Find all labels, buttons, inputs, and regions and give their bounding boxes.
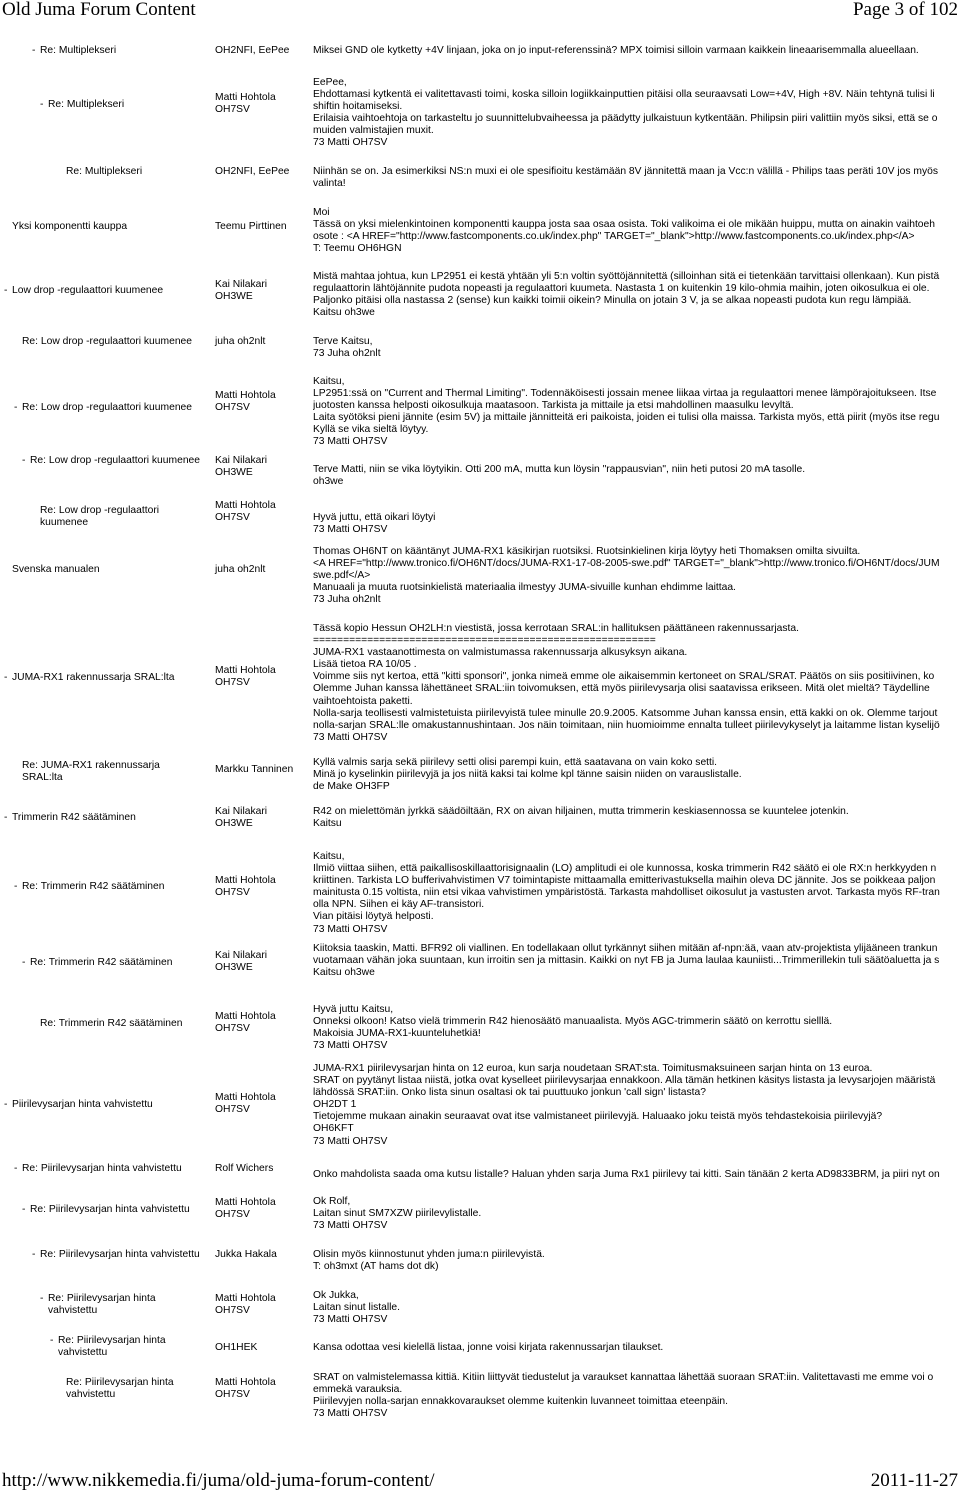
thread-author: Matti Hohtola OH7SV [215,1092,276,1116]
thread-message: Kaitsu, LP2951:ssä on "Current and Thermal Limiting". Todennäköisesti jossain menee liikaa virtaa ja regulaattori menee lämpörajoitukseen. Itse juotosten kanssa helposti oikosulkuja maatasoon. Tarkista ja mittaile ja etsi mahdollinen maasulku levyltä. Laita syötöksi pieni jännite (esim 5V) ja mittaile jännitteitä eri paikoista, joiden ei tulisi olla maissa. Tarkista myös, että piirit (myös itse regu Kyllä se vika sieltä löytyy. 73 Matti OH7SV [313,376,940,448]
thread-subject[interactable]: Re: Piirilevysarjan hinta vahvistettu [58,1335,166,1359]
thread-message: Moi Tässä on yksi mielenkintoinen komponentti kauppa josta saa osaa osista. Toki valikoima ei ole mikään huippu, mutta on ainakin vaihtoeh osote : <A HREF="http://www.fastcomponents.co.uk/index.php" TARGET="_blank">http://www.fastcomponents.co.uk/index.php</A> T: Teemu OH6HGN [313,207,935,255]
thread-depth-dash: - [14,402,18,413]
thread-message: R42 on mielettömän jyrkkä säädöiltään, RX on aivan hiljainen, mutta trimmerin keskiasennossa se kuuntelee jotenkin. Kaitsu [313,806,849,830]
thread-author: juha oh2nlt [215,564,266,575]
thread-row [0,500,960,536]
thread-message: Kyllä valmis sarja sekä piirilevy setti olisi parempi kuin, että saatavana on vain koko setti. Minä jo kyselinkin piirilevyjä ja jos niitä kaksi tai kolme kpl tänne saisin niiden on varauslistalle. de Make OH3FP [313,757,742,793]
thread-author: Matti Hohtola OH7SV [215,665,276,689]
thread-row [0,757,960,793]
thread-subject[interactable]: Re: Trimmerin R42 säätäminen [22,881,165,892]
thread-message: SRAT on valmistelemassa kittiä. Kitiin liittyvät tiedustelut ja varaukset kannattaa lähettää suoraan SRAT:iin. Valitettavasti me emme voi o emmekä varauksia. Piirilevyjen nolla-sarjan ennakkovaraukset olemme kuitenkin luvanneet toimittaa eteenpäin. 73 Matti OH7SV [313,1372,934,1420]
thread-row [0,806,960,830]
thread-subject[interactable]: Re: Multiplekseri [48,99,125,110]
thread-row [0,1372,960,1420]
thread-row [0,1332,960,1359]
page-header [0,0,960,24]
thread-subject[interactable]: Re: Piirilevysarjan hinta vahvistettu [22,1163,182,1174]
thread-message: Niinhän se on. Ja esimerkiksi NS:n muxi ei ole spesifioitu kestämään 8V jännitettä maan ja Vcc:n välillä - Philips taas peräti 10V jos myös valinta! [313,166,938,190]
thread-row [0,1249,960,1273]
thread-subject[interactable]: Re: Piirilevysarjan hinta vahvistettu [66,1377,174,1401]
thread-subject[interactable]: Piirilevysarjan hinta vahvistettu [12,1099,153,1110]
thread-depth-dash: - [40,1293,44,1304]
thread-author: Teemu Pirttinen [215,221,287,232]
thread-depth-dash: - [14,881,18,892]
thread-row [0,943,960,979]
thread-message: Tässä kopio Hessun OH2LH:n viestistä, jossa kerrotaan SRAL:in hallituksen päättäneen rakennussarjasta. ========================================================= JUMA-RX1 vastaanottimesta on valmistumassa rakennussarja alkusyksyn aikana. Lisää tietoa RA 10/05 . Voimme siis nyt kertoa, että "kitti sponsori", jonka nimeä emme ole aikaisemmin kertoneet on SRAL/SRAT. Päätös on siis positiivinen, ko Olemme Juhan kanssa lähettäneet SRAL:iin toivomuksen, että myös piirilevysarja olisi saatavissa erikseen. Mitä olet mieltä? Täydelline vaihtoehtoista paketti. Nolla-sarja teollisesti valmistetuista piirilevyistä tulee minulle 20.9.2005. Katsomme Juhan kanssa ensin, että kakki on ok. Olemme tarjout nolla-sarjan SRAL:lle omakustannushintaan. Jos näin toimitaan, niin huomioimme ennalta tulleet piirilevykyselyt ja laitamme listan kyselijö 73 Matti OH7SV [313,623,940,743]
thread-author: OH2NFI, EePee [215,45,290,56]
thread-subject[interactable]: Re: Low drop -regulaattori kuumenee [22,402,192,413]
thread-row [0,1196,960,1232]
thread-row [0,851,960,935]
thread-row [0,1163,960,1180]
thread-author: Matti Hohtola OH7SV [215,390,276,414]
thread-depth-dash: - [32,45,36,56]
thread-author: Markku Tanninen [215,764,294,775]
thread-message: Miksei GND ole kytketty +4V linjaan, joka on jo input-referenssinä? MPX toimisi silloin varmaan kaikkein lineaarisemmalla alueellaan. [313,45,919,56]
thread-message: Onko mahdolista saada oma kutsu listalle? Haluan yhden sarja Juma Rx1 piirilevy tai kitti. Sain tänään 2 kerta AD9833BRM, ja piiri nyt on [313,1169,940,1180]
thread-author: OH2NFI, EePee [215,166,290,177]
thread-message: Hyvä juttu Kaitsu, Onneksi olkoon! Katso vielä trimmerin R42 hienosäätö manuaalista. Myös AGC-trimmerin säätö on kerrottu sielllä. Makoisia JUMA-RX1-kuunteluhetkiä! 73 Matti OH7SV [313,1004,833,1052]
thread-author: OH1HEK [215,1342,258,1353]
thread-subject[interactable]: Low drop -regulaattori kuumenee [12,285,164,296]
thread-subject[interactable]: Re: Low drop -regulaattori kuumenee [30,455,200,466]
thread-message: Olisin myös kiinnostunut yhden juma:n piirilevyistä. T: oh3mxt (AT hams dot dk) [313,1249,545,1273]
thread-author: Matti Hohtola OH7SV [215,1197,276,1221]
thread-message: Kaitsu, Ilmiö viittaa siihen, että paikallisoskillaattorisignaalin (LO) amplitudi ei ole kunnossa, koska trimmerin R42 säätö ei ole RX:n herkkyyden n kriittinen. Tarkista LO bufferivahvistimen V7 toimintapiste mittaamalla emitterivastuksella maihin oleva DC jännite. Jos se poikkeaa paljon mainitusta 0.15 voltista, niin etsi vikaa vahvistimen ympäristöstä. Tarkasta mahdolliset oikosulut ja vastusten arvot. Tarkasta myös RF-tran olla NPN. Siihen ei käy AF-transistori. Vian pitäisi löytyä helposti. 73 Matti OH7SV [313,851,940,935]
footer-date: 2011-11-27 [870,1470,958,1491]
thread-subject[interactable]: Svenska manualen [12,564,100,575]
thread-subject[interactable]: Re: Low drop -regulaattori kuumenee [40,505,160,529]
thread-depth-dash: - [22,1204,26,1215]
thread-author: Jukka Hakala [215,1249,277,1260]
thread-row [0,166,960,190]
thread-author: Kai Nilakari OH3WE [215,806,268,830]
thread-subject[interactable]: Re: Trimmerin R42 säätäminen [40,1018,183,1029]
thread-author: Matti Hohtola OH7SV [215,1293,276,1317]
thread-author: juha oh2nlt [215,336,266,347]
thread-author: Matti Hohtola OH7SV [215,875,276,899]
thread-author: Matti Hohtola OH7SV [215,92,276,116]
thread-author: Matti Hohtola OH7SV [215,1011,276,1035]
thread-subject[interactable]: Re: JUMA-RX1 rakennussarja SRAL:lta [22,760,160,784]
thread-depth-dash: - [4,812,8,823]
thread-author: Kai Nilakari OH3WE [215,455,268,479]
thread-depth-dash: - [4,285,8,296]
thread-subject[interactable]: Re: Low drop -regulaattori kuumenee [22,336,192,347]
thread-depth-dash: - [32,1249,36,1260]
thread-author: Kai Nilakari OH3WE [215,279,268,303]
thread-subject[interactable]: Re: Multiplekseri [66,166,143,177]
thread-row [0,455,960,488]
thread-author: Matti Hohtola OH7SV [215,500,276,524]
thread-message: Kansa odottaa vesi kielellä listaa, jonne voisi kirjata rakennussarjan tilaukset. [313,1342,664,1353]
thread-message: Kiitoksia taaskin, Matti. BFR92 oli viallinen. En todellakaan ollut tyrkännyt siihen mitään af-npn:ää, vaan atv-projektista ylijääneen trankun vuotamaan vähän joka suuntaan, kun irroitin sen ja mittasin. Kaikki on nyt FB ja Juma laulaa kauniisti...Trimmerillekin tuli säätöaluetta ja s Kaitsu oh3we [313,943,940,979]
footer-url[interactable]: http://www.nikkemedia.fi/juma/old-juma-forum-content/ [2,1470,435,1491]
thread-row [0,376,960,448]
thread-message: Thomas OH6NT on kääntänyt JUMA-RX1 käsikirjan ruotsiksi. Ruotsinkielinen kirja löytyy heti Thomaksen omilta sivuilta. <A HREF="http://www.tronico.fi/OH6NT/docs/JUMA-RX1-17-08-2005-swe.pdf" TARGET="_blank">http://www.tronico.fi/OH6NT/docs/JUM swe.pdf</A> Manuaali ja muuta ruotsinkielistä materiaalia ilmestyy JUMA-sivuille kunhan ehdimme laittaa. 73 Juha oh2nlt [313,546,940,606]
thread-message: Mistä mahtaa johtua, kun LP2951 ei kestä yhtään yli 5:n voltin syöttöjännitettä (silloinhan sitä ei tietenkään tarvittaisi ollenkaan). Kun pistä regulaattorin lähtöjännite pudota nopeasti ja regulaattori kuumeta. Nastasta 1 on kuitenkin 19 kilo-ohmia maihin, joten oikosulkua ei ole. Paljonko pitäisi olla nastassa 2 (sense) kun kaikki toimii oikein? Minulla on jotain 3 V, ja se alkaa nopeasti pudota kun regu lämpiää. Kaitsu oh3we [313,271,940,319]
thread-row [0,1063,960,1147]
thread-message: Ok Jukka, Laitan sinut listalle. 73 Matti OH7SV [313,1290,401,1326]
thread-row [0,271,960,319]
thread-row [0,623,960,743]
thread-author: Rolf Wichers [215,1163,274,1174]
document-title: Old Juma Forum Content [2,0,196,20]
thread-row [0,1004,960,1052]
thread-depth-dash: - [50,1335,54,1346]
thread-row [0,77,960,149]
thread-subject[interactable]: Re: Trimmerin R42 säätäminen [30,957,173,968]
thread-message: EePee, Ehdottamasi kytkentä ei valitettavasti toimi, koska silloin logiikkainputtien pitäisi olla seuraavsati Low=+4V, High +8V. Näin tehtynä tulisi li shiftin hoitamiseksi. Erilaisia vaihtoehtoja on tarkasteltu jo suunnittelubvaiheessa ja päädytty julkaistuun kytkentään. Philipsin piiri valittiin myös siksi, että se o muiden valmistajien muxit. 73 Matti OH7SV [313,77,938,149]
thread-message: Hyvä juttu, että oikari löytyi 73 Matti OH7SV [313,512,436,536]
thread-row [0,45,960,56]
thread-row [0,336,960,360]
thread-row [0,1290,960,1326]
thread-subject[interactable]: JUMA-RX1 rakennussarja SRAL:lta [12,672,175,683]
thread-subject[interactable]: Re: Piirilevysarjan hinta vahvistettu [48,1293,156,1317]
thread-author: Kai Nilakari OH3WE [215,950,268,974]
page-footer [0,1467,960,1495]
thread-depth-dash: - [22,455,26,466]
thread-depth-dash: - [14,1163,18,1174]
thread-subject[interactable]: Re: Multiplekseri [40,45,117,56]
thread-subject[interactable]: Yksi komponentti kauppa [12,221,128,232]
thread-subject[interactable]: Re: Piirilevysarjan hinta vahvistettu [40,1249,200,1260]
thread-subject[interactable]: Re: Piirilevysarjan hinta vahvistettu [30,1204,190,1215]
thread-author: Matti Hohtola OH7SV [215,1377,276,1401]
thread-row [0,546,960,606]
thread-message: Ok Rolf, Laitan sinut SM7XZW piirilevylistalle. 73 Matti OH7SV [313,1196,482,1232]
thread-depth-dash: - [4,672,8,683]
thread-subject[interactable]: Trimmerin R42 säätäminen [12,812,136,823]
thread-message: JUMA-RX1 piirilevysarjan hinta on 12 euroa, kun sarja noudetaan SRAT:sta. Toimitusmaksuineen sarjan hinta on 13 euroa. SRAT on pyytänyt listaa niistä, jotka ovat kyselleet piirilevysarjaa ennakkoon. Alla tämän hetkinen käsitys listasta ja levysarjojen määristä lähdössä SRAT:iin. Onko lista sinun osaltasi ok tai puuttuuko jonkun 'call sign' listasta? OH2DT 1 Tietojemme mukaan ainakin seuraavat ovat itse valmistaneet piirilevyjä. Haluaako joku teistä myös tehdastekoisia piirilevyjä? OH6KFT 73 Matti OH7SV [313,1063,936,1147]
thread-depth-dash: - [4,1099,8,1110]
thread-depth-dash: - [22,957,26,968]
thread-depth-dash: - [40,99,44,110]
thread-row [0,207,960,255]
page-number: Page 3 of 102 [852,0,958,20]
thread-message: Terve Matti, niin se vika löytyikin. Otti 200 mA, mutta kun löysin "rappausvian", niin heti putosi 20 mA tasolle. oh3we [313,464,806,488]
thread-message: Terve Kaitsu, 73 Juha oh2nlt [313,336,381,360]
